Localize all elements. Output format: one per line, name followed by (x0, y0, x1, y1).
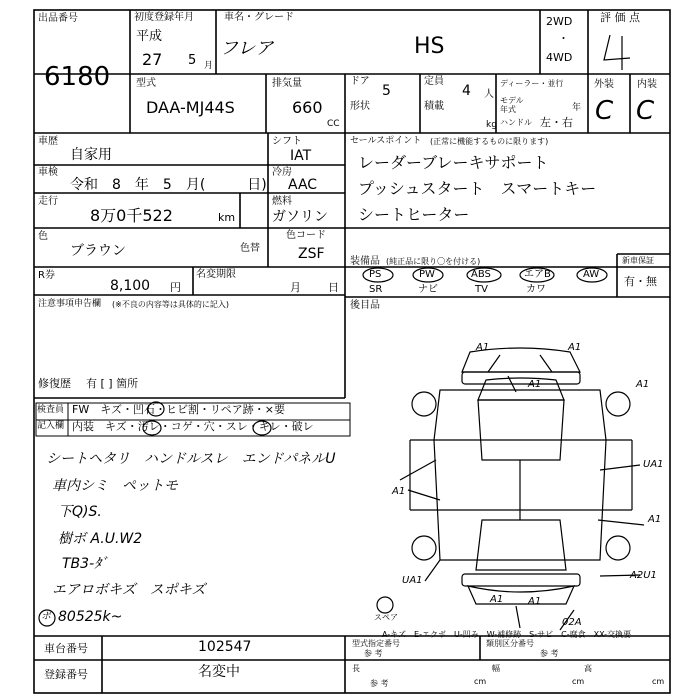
length-unit: cm (474, 677, 487, 686)
displacement-label: 排気量 (272, 78, 302, 89)
fuel: ガソリン (272, 209, 328, 225)
color-label: 色 (38, 231, 48, 242)
selling-points-note: (正常に機能するものに限ります) (430, 137, 549, 146)
shift-label: シフト (272, 136, 302, 147)
handwritten-2: 車内シミ ペットモ (52, 478, 178, 494)
circled-char: ボ (41, 611, 51, 622)
damage-mark: A1 (490, 594, 504, 605)
inspection-label: 車検 (38, 167, 58, 178)
damage-mark: A2U1 (630, 570, 657, 581)
mileage-unit: km (218, 211, 236, 224)
mileage-label: 走行 (38, 196, 58, 207)
shape-label: 形状 (350, 101, 370, 112)
month-unit: 月 (204, 61, 214, 71)
inspector-row-2: 内装 キズ・汚レ・コゲ・穴・スレ・キレ・破レ (72, 420, 314, 433)
handle-value: 左・右 (540, 116, 573, 129)
height-label: 高 (584, 664, 592, 673)
repair-value: 有 [ ] 箇所 (86, 377, 139, 390)
color-code-label: 色コード (286, 230, 326, 241)
footer-ref: 参 考 (370, 679, 389, 688)
spare-label: スペア (374, 613, 398, 622)
length-label: 長 (352, 664, 360, 673)
damage-mark: UA1 (402, 575, 423, 586)
shift: IAT (290, 148, 312, 164)
dealer-label: ディーラー・並行 (500, 79, 564, 88)
doc-deadline-label: 名変期限 (196, 269, 236, 280)
handwritten-6: エアロボキズ スポキズ (52, 582, 206, 598)
handwritten-3: 下Q)S. (58, 504, 102, 520)
equip-sr: SR (369, 284, 383, 295)
exterior-label: 外装 (594, 79, 614, 90)
handle-label: ハンドル (500, 118, 532, 127)
model-year-label: モデル 年式 (500, 96, 524, 114)
new-car-warranty-label: 新車保証 (622, 256, 654, 265)
lot-number: 6180 (44, 62, 111, 92)
inspector-row-1: FW キズ・凹石・ヒビ割・リペア跡・×要 (72, 403, 285, 416)
fuel-label: 燃料 (272, 196, 292, 207)
reg-label: 登録番号 (44, 668, 88, 681)
interior-grade: C (636, 96, 655, 126)
damage-mark: A1 (648, 514, 662, 525)
interior-label: 内装 (637, 79, 657, 90)
era: 平成 (136, 29, 163, 44)
displacement: 660 (292, 98, 323, 117)
reg-number: 名変中 (198, 664, 240, 680)
recycle: 8,100 (110, 278, 151, 294)
car-diagram (377, 348, 644, 630)
handwritten-5: TB3-ﾀﾞ (62, 556, 109, 572)
model-name-label: 車名・グレード (224, 12, 294, 23)
selling-point-3: シートヒーター (358, 205, 470, 224)
load-label: 積載 (424, 101, 444, 112)
chassis-label: 車台番号 (44, 642, 88, 655)
equip-ps: PS (369, 269, 382, 280)
doors-label: ドア (350, 76, 370, 87)
new-car-warranty-value: 有・無 (624, 275, 657, 288)
model-code: DAA-MJ44S (146, 98, 235, 117)
aircon-label: 冷房 (272, 167, 292, 178)
drive-dot: ・ (558, 32, 569, 45)
color-code: ZSF (298, 246, 325, 262)
class-no-label: 類別区分番号 (486, 639, 534, 648)
height-unit: cm (652, 677, 665, 686)
width-label: 幅 (492, 664, 500, 673)
damage-mark: A1 (528, 596, 542, 607)
doors: 5 (382, 83, 391, 99)
capacity: 4 (462, 83, 471, 99)
model-year-unit: 年 (572, 103, 582, 113)
equip-airbag: エアB (524, 269, 551, 280)
reg-month: 5 (188, 53, 197, 68)
aircon: AAC (288, 177, 318, 193)
damage-mark: UA1 (643, 459, 664, 470)
selling-point-1: レーダーブレーキサポート (358, 153, 549, 172)
capacity-label: 定員 (424, 76, 444, 87)
equip-abs: ABS (471, 269, 491, 280)
inspector-label-2: 記入欄 (37, 421, 65, 431)
equip-navi: ナビ (418, 284, 438, 295)
equip-pw: PW (419, 269, 435, 280)
color: ブラウン (70, 243, 126, 259)
equip-tv: TV (475, 284, 488, 295)
damage-mark: A1 (476, 342, 490, 353)
grade: HS (414, 34, 445, 59)
width-unit: cm (572, 677, 585, 686)
equipment-label: 装備品 (350, 256, 380, 267)
equipment-note: (純正品に限り〇を付ける) (386, 257, 481, 266)
spec-ref: 参 考 (364, 649, 383, 658)
selling-points-label: セールスポイント (350, 136, 422, 146)
history-label: 車歴 (38, 136, 58, 147)
drive-2wd: 2WD (546, 15, 573, 28)
damage-mark: 02A (562, 617, 582, 628)
selling-point-2: プッシュスタート スマートキー (358, 179, 597, 198)
handwritten-4: 樹ボ A.U.W2 (58, 531, 143, 547)
doc-deadline-day: 日 (328, 281, 339, 294)
equip-leather: カワ (526, 284, 546, 295)
displacement-unit: CC (327, 119, 340, 129)
car-name: フレア (220, 38, 274, 59)
recycle-unit: 円 (170, 281, 181, 294)
first-reg-label: 初度登録年月 (134, 12, 194, 23)
mileage: 8万0千522 (90, 206, 173, 225)
inspector-label-1: 検査員 (37, 405, 65, 415)
diagram-legend: A-キズ E-エクボ U-凹み W-補修跡 S-サビ C-腐食 XX-交換要 (382, 630, 632, 639)
doc-deadline-month: 月 (290, 281, 301, 294)
model-code-label: 型式 (136, 78, 156, 89)
after-parts-label: 後目品 (350, 300, 380, 311)
handwritten-1: シートヘタリ ハンドルスレ エンドパネルU (46, 451, 336, 467)
reg-year: 27 (142, 50, 163, 69)
notes-note: (※不良の内容等は具体的に記入) (112, 300, 229, 309)
drive-4wd: 4WD (546, 51, 573, 64)
class-ref: 参 考 (540, 649, 559, 658)
exterior-grade: C (595, 96, 614, 126)
color-change-label: 色替 (240, 243, 260, 254)
rating-label: 評 価 点 (600, 11, 640, 24)
damage-mark: A1 (392, 486, 406, 497)
damage-mark: A1 (528, 379, 542, 390)
equip-aw: AW (583, 269, 600, 280)
notes-label: 注意事項申告欄 (38, 299, 102, 309)
damage-mark: A1 (568, 342, 582, 353)
repair-label: 修復歴 (38, 377, 71, 390)
load-unit: kg (486, 120, 497, 130)
recycle-label: R券 (38, 270, 55, 281)
chassis-number: 102547 (198, 639, 252, 655)
spec-no-label: 型式指定番号 (352, 639, 400, 648)
damage-mark: A1 (636, 379, 650, 390)
handwritten-7: 80525k~ (58, 609, 123, 625)
capacity-unit: 人 (484, 89, 494, 100)
rating-value: 4 (660, 61, 666, 70)
inspection: 令和 8 年 5 月( 日) (70, 177, 267, 193)
lot-number-label: 出品番号 (38, 13, 78, 24)
history: 自家用 (70, 147, 112, 163)
